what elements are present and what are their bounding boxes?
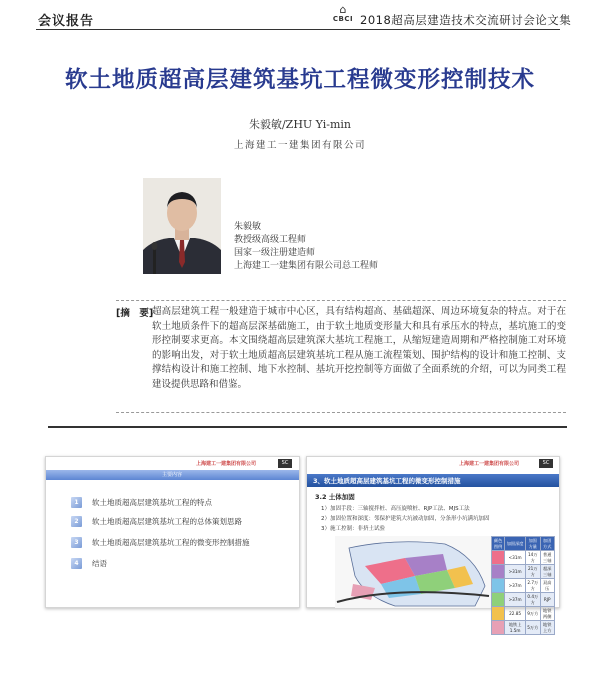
contents-item-text: 软土地质超高层建筑基坑工程的总体策划思路 [92, 517, 242, 526]
legend-swatch [492, 607, 505, 621]
table-cell: 14万方 [526, 551, 540, 565]
section-separator [48, 426, 567, 428]
table-row [492, 565, 555, 579]
legend-swatch [492, 565, 505, 579]
slide-brand: 上海建工一建集团有限公司 [196, 461, 257, 467]
contents-item-text: 软土地质超高层建筑基坑工程的微变形控制措施 [92, 538, 250, 547]
logo-text: CBCI [332, 15, 354, 23]
slide-bullet: 2）加固位置和深度：邻保护建筑大坑被动加固，分条形小坑满坑加固 [321, 516, 490, 522]
table-row [492, 551, 555, 565]
contents-item-number: 4 [71, 558, 82, 569]
slide-contents [45, 456, 300, 608]
table-cell: 普通三轴 [540, 551, 555, 565]
table-cell: 9万方 [526, 607, 540, 621]
slide-subtitle: 3.2 土体加固 [315, 493, 355, 501]
slide-section-band [307, 474, 559, 487]
table-cell: RJP [540, 593, 555, 607]
contents-item [71, 516, 291, 529]
contents-item-text: 软土地质超高层建筑基坑工程的特点 [92, 498, 212, 507]
table-row [492, 579, 555, 593]
legend-swatch [492, 593, 505, 607]
slide-topbar [307, 457, 559, 470]
table-cell: 5万方 [526, 621, 540, 635]
slide-bullet: 3）施工控制：非挤土试验 [321, 526, 386, 532]
legend-swatch [492, 551, 505, 565]
slide-brand: 上海建工一建集团有限公司 [459, 461, 520, 467]
table-cell: 0.4万方 [527, 593, 539, 605]
contents-item-number: 1 [71, 497, 82, 508]
contents-item-number: 3 [71, 537, 82, 548]
bio-title: 教授级高级工程师 [234, 235, 307, 245]
abstract-text: 超高层建筑工程一般建造于城市中心区，具有结构超高、基础超深、周边环境复杂的特点。对于在软土地质条件下的超高层深基础施工，由于软土地质变形量大和具有承压水的特点，基坑施工的变形控制要求更高。本文围绕超高层建筑深大基坑工程施工，从缩短建造周期和严格控制施工对环境的影响出发，对于软土地质超高层建筑基坑工程从施工流程策划、围护结构的设计和施工控制、支撑结构设计和施工控制、地下水控制、基坑开挖控制等方面做了全面系统的介绍，可以为同类工程建设提供思路和借鉴。 [152, 306, 566, 390]
contents-item-number: 2 [71, 516, 82, 527]
bio-qualification: 国家一级注册建造师 [234, 248, 316, 258]
table-cell: 双高压 [540, 579, 555, 593]
logo-mark-icon: ⌂ [339, 3, 347, 16]
bio-name: 朱毅敏 [234, 222, 262, 232]
author-portrait-icon [143, 178, 221, 274]
table-cell: 21万方 [526, 565, 540, 579]
legend-swatch [492, 579, 505, 593]
reinforcement-table [491, 536, 555, 635]
table-row [492, 621, 555, 635]
slide-section-title: 3、软土地质超高层建筑基坑工程的微变形控制措施 [313, 477, 461, 485]
table-cell: >31m [505, 565, 526, 579]
table-header: 加固方量 [526, 537, 540, 551]
slide-contents-tab-label: 主要内容 [162, 472, 183, 478]
table-header: 加固深度 [505, 537, 526, 551]
contents-item-text: 结语 [92, 559, 107, 568]
table-cell: >37m [505, 593, 526, 607]
contents-item [71, 497, 291, 510]
slide-contents-tab [46, 470, 299, 480]
slide-topbar [46, 457, 299, 470]
header-rule [36, 29, 560, 30]
table-row [492, 593, 555, 607]
slide-bullet: 1）加固手段：三轴搅拌桩、高压旋喷桩、RJP工法、MJS工法 [321, 506, 470, 512]
author-bio [234, 221, 378, 273]
table-cell: 地铁上1.5m [505, 621, 526, 635]
author-line: 朱毅敏/ZHU Yi-min [248, 118, 352, 131]
table-header: 加固方式 [540, 537, 555, 551]
paper-title: 软土地质超高层建筑基坑工程微变形控制技术 [64, 67, 535, 93]
table-cell: >37m [505, 579, 526, 593]
running-header-left: 会议报告 [38, 14, 95, 29]
contents-item [71, 558, 291, 571]
table-cell: <31m [505, 551, 526, 565]
table-cell: 2.7万方 [527, 579, 539, 591]
slide-brand-icon: SC [278, 459, 292, 468]
affiliation-line: 上海建工一建集团有限公司 [233, 140, 366, 151]
contents-item [71, 537, 291, 550]
slide-brand-icon: SC [539, 459, 553, 468]
abstract-label: [摘 要] [116, 308, 154, 319]
site-plan-diagram [335, 536, 491, 608]
table-row [492, 607, 555, 621]
abstract-rule-bottom [116, 412, 566, 413]
table-cell: 超深三轴 [540, 565, 555, 579]
slide-soil-reinforcement [306, 456, 560, 633]
table-header: 颜色图例 [492, 537, 505, 551]
conference-logo [330, 4, 356, 28]
author-photo [143, 178, 221, 274]
table-cell: 地铁两侧 [540, 607, 555, 621]
running-header-right: 2018超高层建造技术交流研讨会论文集 [360, 13, 572, 27]
abstract-rule-top [116, 300, 566, 301]
table-cell: 22.85 [505, 607, 526, 621]
legend-swatch [492, 621, 505, 635]
table-cell: 地铁上方 [540, 621, 555, 635]
bio-position: 上海建工一建集团有限公司总工程师 [234, 261, 379, 271]
